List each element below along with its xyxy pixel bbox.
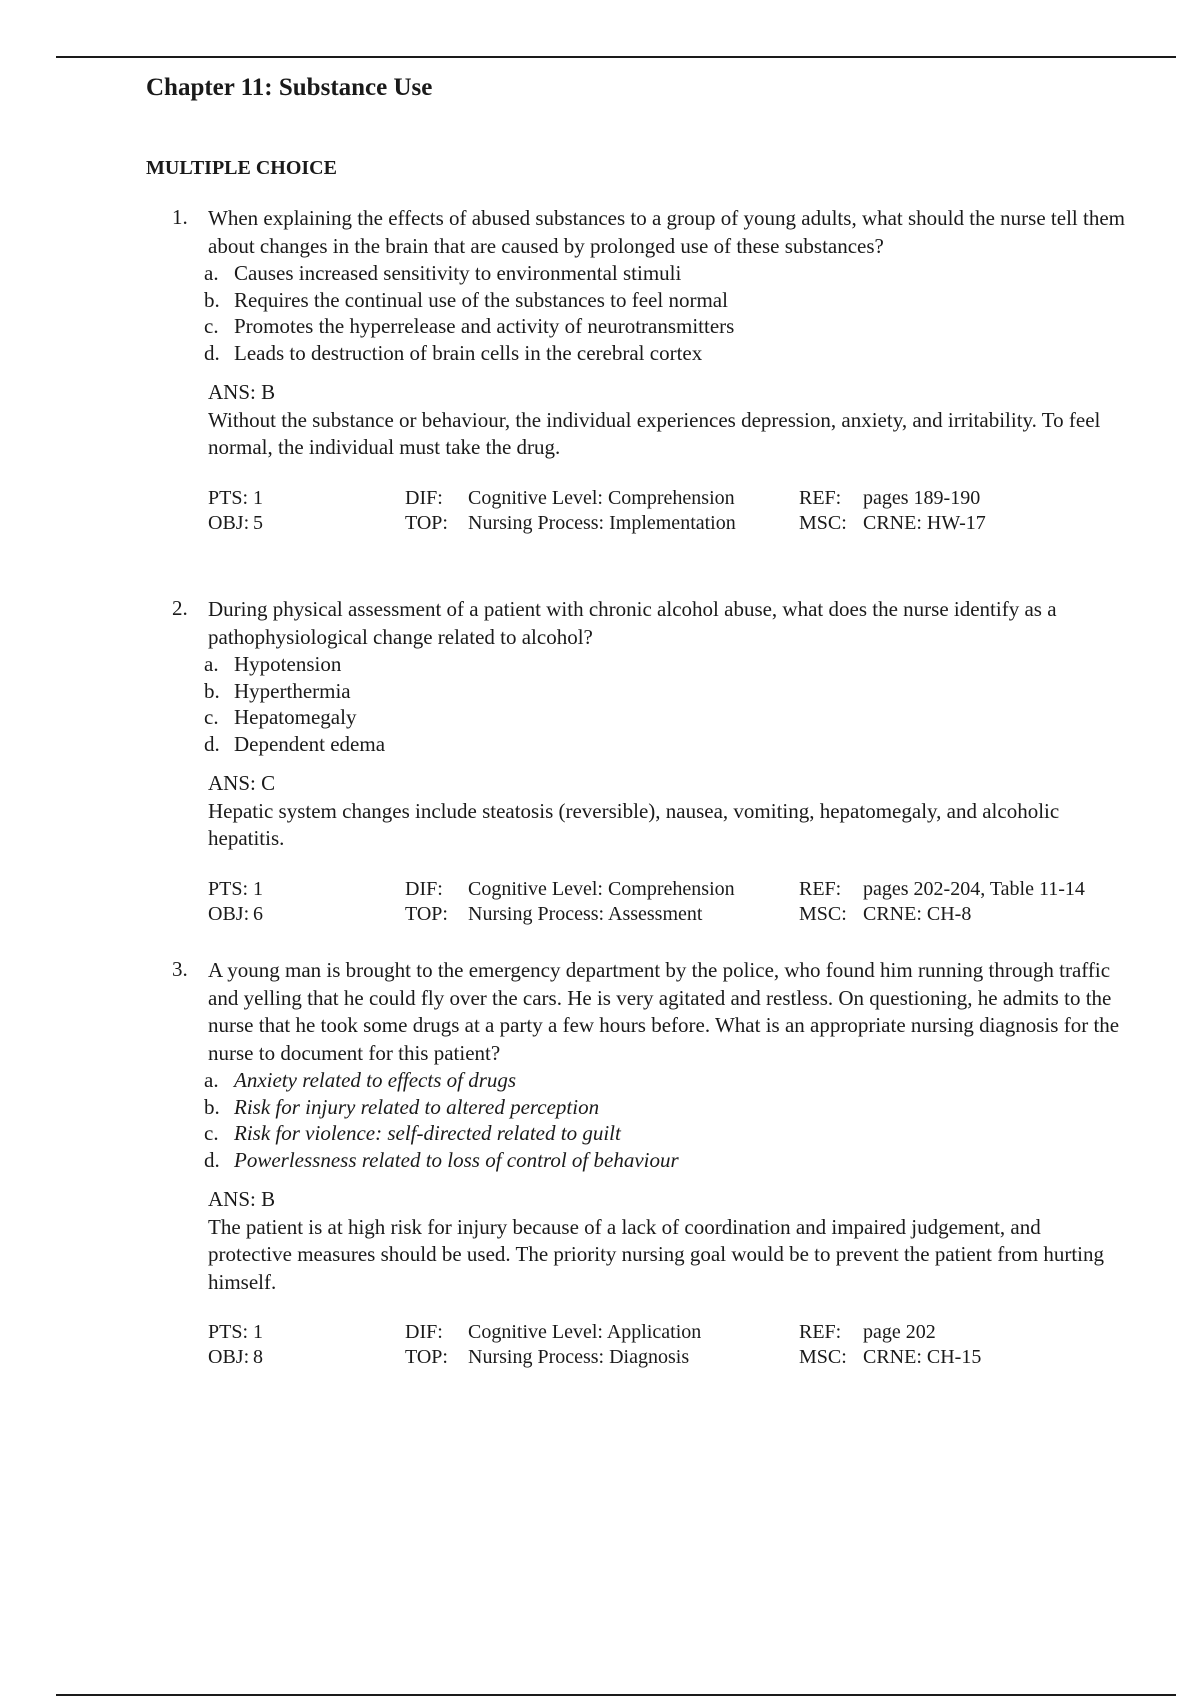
choice-text: Anxiety related to effects of drugs: [234, 1068, 517, 1092]
choice-letter: d.: [204, 731, 220, 756]
question-stem: When explaining the effects of abused substances to a group of young adults, what should the nurse tell them about changes in the brain that are caused by prolonged use of these substances?: [208, 206, 1125, 258]
choice-text: Risk for injury related to altered perception: [234, 1094, 600, 1119]
choice-a: [204, 260, 1126, 287]
top-value: Nursing Process: Assessment: [468, 902, 703, 925]
choice-a: [204, 1067, 1126, 1094]
dif-label: DIF:: [405, 877, 443, 900]
answer-key: ANS: C: [208, 771, 276, 795]
question-stem: A young man is brought to the emergency department by the police, who found him running through traffic and yelling that he could fly over the cars. He is very agitated and restless. On questioning, he admits to the nurse that he took some drugs at a party a few hours before. What is an appropriate nursing diagnosis for the nurse to document for this patient?: [208, 958, 1120, 1065]
msc-value: CRNE: CH-8: [863, 902, 972, 925]
choice-letter: b.: [204, 287, 220, 312]
question-1: [146, 205, 1126, 536]
dif-value: Cognitive Level: Comprehension: [468, 877, 735, 900]
choice-letter: c.: [204, 705, 219, 729]
top-label: TOP:: [405, 1346, 448, 1368]
answer-key: ANS: B: [208, 380, 276, 404]
choice-letter: a.: [204, 652, 219, 676]
choice-c: [204, 313, 1126, 340]
choice-c: [204, 704, 1126, 731]
dif-label: DIF:: [405, 1321, 443, 1343]
ref-label: REF:: [799, 1321, 842, 1343]
answer-block: [208, 379, 1126, 462]
bottom-rule: [56, 1694, 1176, 1696]
obj-value: 8: [253, 1346, 263, 1368]
choice-text: Promotes the hyperrelease and activity of neurotransmitters: [234, 314, 735, 338]
choice-letter: b.: [204, 1094, 220, 1119]
pts-label: PTS:: [208, 486, 249, 509]
msc-label: MSC:: [799, 902, 847, 925]
choice-b: [204, 287, 1126, 314]
top-value: Nursing Process: Implementation: [468, 511, 736, 534]
choice-b: [204, 1094, 1126, 1121]
section-title: MULTIPLE CHOICE: [146, 157, 337, 179]
obj-value: 6: [253, 902, 263, 925]
ref-label: REF:: [799, 877, 842, 900]
answer-key: ANS: B: [208, 1187, 276, 1211]
choice-letter: a.: [204, 261, 219, 285]
choice-text: Hepatomegaly: [234, 705, 357, 729]
choice-a: [204, 651, 1126, 678]
question-number: 3.: [172, 957, 188, 981]
choice-text: Powerlessness related to loss of control of behaviour: [234, 1147, 679, 1172]
ref-label: REF:: [799, 486, 842, 509]
choice-letter: c.: [204, 314, 219, 338]
choice-d: [204, 1147, 1126, 1174]
pts-label: PTS:: [208, 877, 249, 900]
choice-text: Causes increased sensitivity to environmental stimuli: [234, 261, 682, 285]
ref-value: page 202: [863, 1321, 936, 1343]
ref-value: pages 202-204, Table 11-14: [863, 877, 1085, 900]
question-metadata: [208, 1320, 1126, 1370]
rationale: Hepatic system changes include steatosis (reversible), nausea, vomiting, hepatomegaly, and alcoholic hepatitis.: [208, 798, 1060, 850]
top-label: TOP:: [405, 902, 448, 925]
answer-choices: [204, 1067, 1126, 1173]
question-3: [146, 957, 1126, 1370]
obj-value: 5: [253, 511, 263, 534]
choice-d: [204, 731, 1126, 758]
choice-text: Hyperthermia: [234, 678, 351, 703]
answer-choices: [204, 260, 1126, 366]
dif-value: Cognitive Level: Comprehension: [468, 486, 735, 509]
obj-label: OBJ:: [208, 1346, 250, 1368]
msc-value: CRNE: HW-17: [863, 511, 986, 534]
answer-block: [208, 1186, 1126, 1296]
choice-text: Hypotension: [234, 652, 342, 676]
msc-label: MSC:: [799, 1346, 847, 1368]
obj-label: OBJ:: [208, 511, 250, 534]
question-metadata: [208, 877, 1126, 927]
answer-block: [208, 770, 1126, 853]
question-stem: During physical assessment of a patient with chronic alcohol abuse, what does the nurse identify as a pathophysiological change related to alcohol?: [208, 597, 1057, 649]
rationale: The patient is at high risk for injury because of a lack of coordination and impaired judgement, and protective measures should be used. The priority nursing goal would be to prevent the patient from hurting himself.: [208, 1214, 1104, 1294]
chapter-title: Chapter 11: Substance Use: [146, 74, 433, 101]
pts-value: 1: [253, 1321, 263, 1343]
obj-label: OBJ:: [208, 902, 250, 925]
dif-value: Cognitive Level: Application: [468, 1321, 702, 1343]
choice-letter: d.: [204, 340, 220, 365]
pts-value: 1: [253, 877, 263, 900]
choice-d: [204, 340, 1126, 367]
question-number: 2.: [172, 596, 188, 620]
choice-letter: a.: [204, 1068, 219, 1092]
choice-letter: d.: [204, 1147, 220, 1172]
choice-text: Risk for violence: self-directed related to guilt: [234, 1121, 621, 1145]
ref-value: pages 189-190: [863, 486, 981, 509]
pts-label: PTS:: [208, 1321, 249, 1343]
choice-letter: c.: [204, 1121, 219, 1145]
pts-value: 1: [253, 486, 263, 509]
msc-value: CRNE: CH-15: [863, 1346, 982, 1368]
answer-choices: [204, 651, 1126, 757]
dif-label: DIF:: [405, 486, 443, 509]
choice-text: Requires the continual use of the substances to feel normal: [234, 287, 728, 312]
top-value: Nursing Process: Diagnosis: [468, 1346, 690, 1368]
msc-label: MSC:: [799, 511, 847, 534]
top-rule: [56, 56, 1176, 58]
question-number: 1.: [172, 205, 188, 229]
rationale: Without the substance or behaviour, the individual experiences depression, anxiety, and irritability. To feel normal, the individual must take the drug.: [208, 407, 1101, 459]
question-2: [146, 596, 1126, 927]
question-metadata: [208, 486, 1126, 536]
choice-letter: b.: [204, 678, 220, 703]
choice-text: Dependent edema: [234, 731, 386, 756]
choice-b: [204, 678, 1126, 705]
choice-text: Leads to destruction of brain cells in the cerebral cortex: [234, 340, 703, 365]
top-label: TOP:: [405, 511, 448, 534]
choice-c: [204, 1120, 1126, 1147]
